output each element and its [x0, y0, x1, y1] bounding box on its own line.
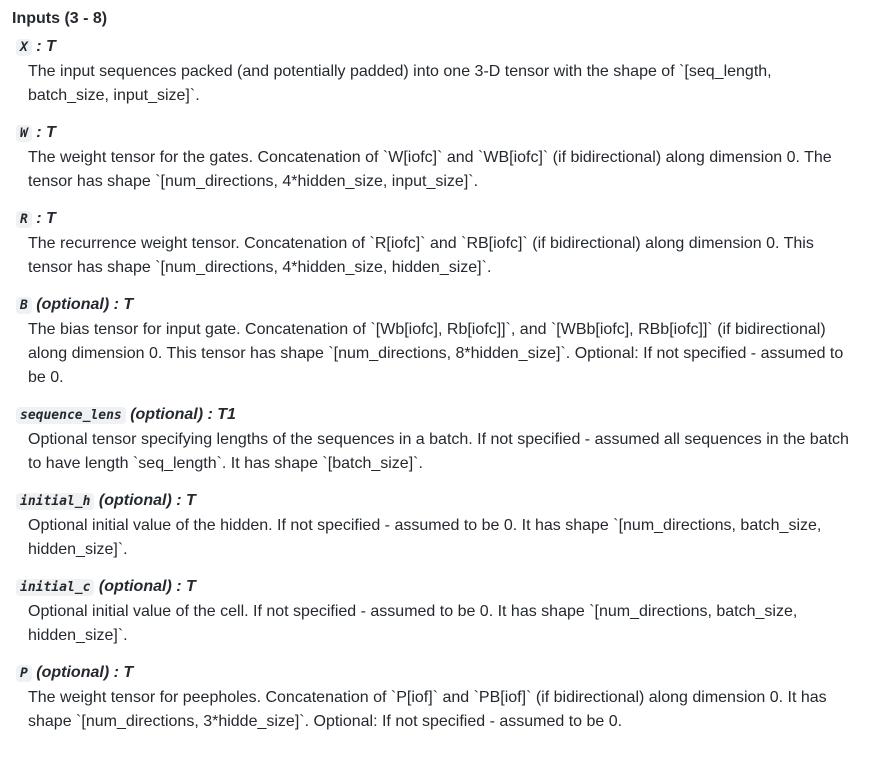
input-term [12, 575, 871, 600]
input-description: The recurrence weight tensor. Concatenation of `R[iofc]` and `RB[iofc]` (if bidirectional) along dimension 0. This tensor has shape `[num_directions, 4*hidden_size, hidden_size]`. [28, 235, 814, 276]
input-entry-r [12, 207, 871, 280]
input-name: W [16, 125, 32, 142]
input-entry-w [12, 121, 871, 194]
input-name: initial_h [16, 493, 94, 510]
input-type: (optional) : T [94, 578, 196, 595]
input-name: initial_c [16, 579, 94, 596]
input-description: The weight tensor for the gates. Concatenation of `W[iofc]` and `WB[iofc]` (if bidirectional) along dimension 0. The tensor has shape `[num_directions, 4*hidden_size, input_size]`. [28, 149, 832, 190]
input-name: R [16, 211, 32, 228]
input-term [12, 293, 871, 318]
input-description: The bias tensor for input gate. Concatenation of `[Wb[iofc], Rb[iofc]]`, and `[WBb[iofc], RBb[iofc]]` (if bidirectional) along dimension 0. This tensor has shape `[num_directions, 8*hidden_size]`. Optional: If not specified - assumed to be 0. [28, 321, 844, 386]
input-type: : T [31, 210, 56, 227]
input-type: : T [31, 124, 56, 141]
input-term [12, 121, 871, 146]
input-type: (optional) : T [31, 664, 134, 681]
input-entry-sequence-lens [12, 403, 871, 476]
input-term [12, 403, 871, 428]
input-name: sequence_lens [16, 407, 126, 424]
input-name: P [16, 665, 32, 682]
input-term [12, 207, 871, 232]
input-description: Optional initial value of the cell. If not specified - assumed to be 0. It has shape `[num_directions, batch_size, hidden_size]`. [28, 603, 798, 644]
input-entry-b [12, 293, 871, 390]
input-description: The weight tensor for peepholes. Concatenation of `P[iof]` and `PB[iof]` (if bidirectional) along dimension 0. It has shape `[num_directions, 3*hidde_size]`. Optional: If not specified - assumed to be 0. [28, 689, 827, 730]
input-name: B [16, 297, 32, 314]
input-name: X [16, 39, 32, 56]
input-entry-initial-c [12, 575, 871, 648]
input-type: : T [31, 38, 56, 55]
input-entry-initial-h [12, 489, 871, 562]
input-term [12, 661, 871, 686]
input-description: The input sequences packed (and potentially padded) into one 3-D tensor with the shape of `[seq_length, batch_size, input_size]`. [28, 63, 772, 104]
input-term [12, 489, 871, 514]
input-entry-x [12, 35, 871, 108]
input-description: Optional tensor specifying lengths of the sequences in a batch. If not specified - assumed all sequences in the batch to have length `seq_length`. It has shape `[batch_size]`. [28, 431, 849, 472]
input-type: (optional) : T [94, 492, 196, 509]
input-entry-p [12, 661, 871, 734]
input-type: (optional) : T1 [125, 406, 236, 423]
input-type: (optional) : T [31, 296, 134, 313]
input-term [12, 35, 871, 60]
section-title: Inputs (3 - 8) [12, 10, 108, 27]
input-description: Optional initial value of the hidden. If not specified - assumed to be 0. It has shape `[num_directions, batch_size, hidden_size]`. [28, 517, 822, 558]
